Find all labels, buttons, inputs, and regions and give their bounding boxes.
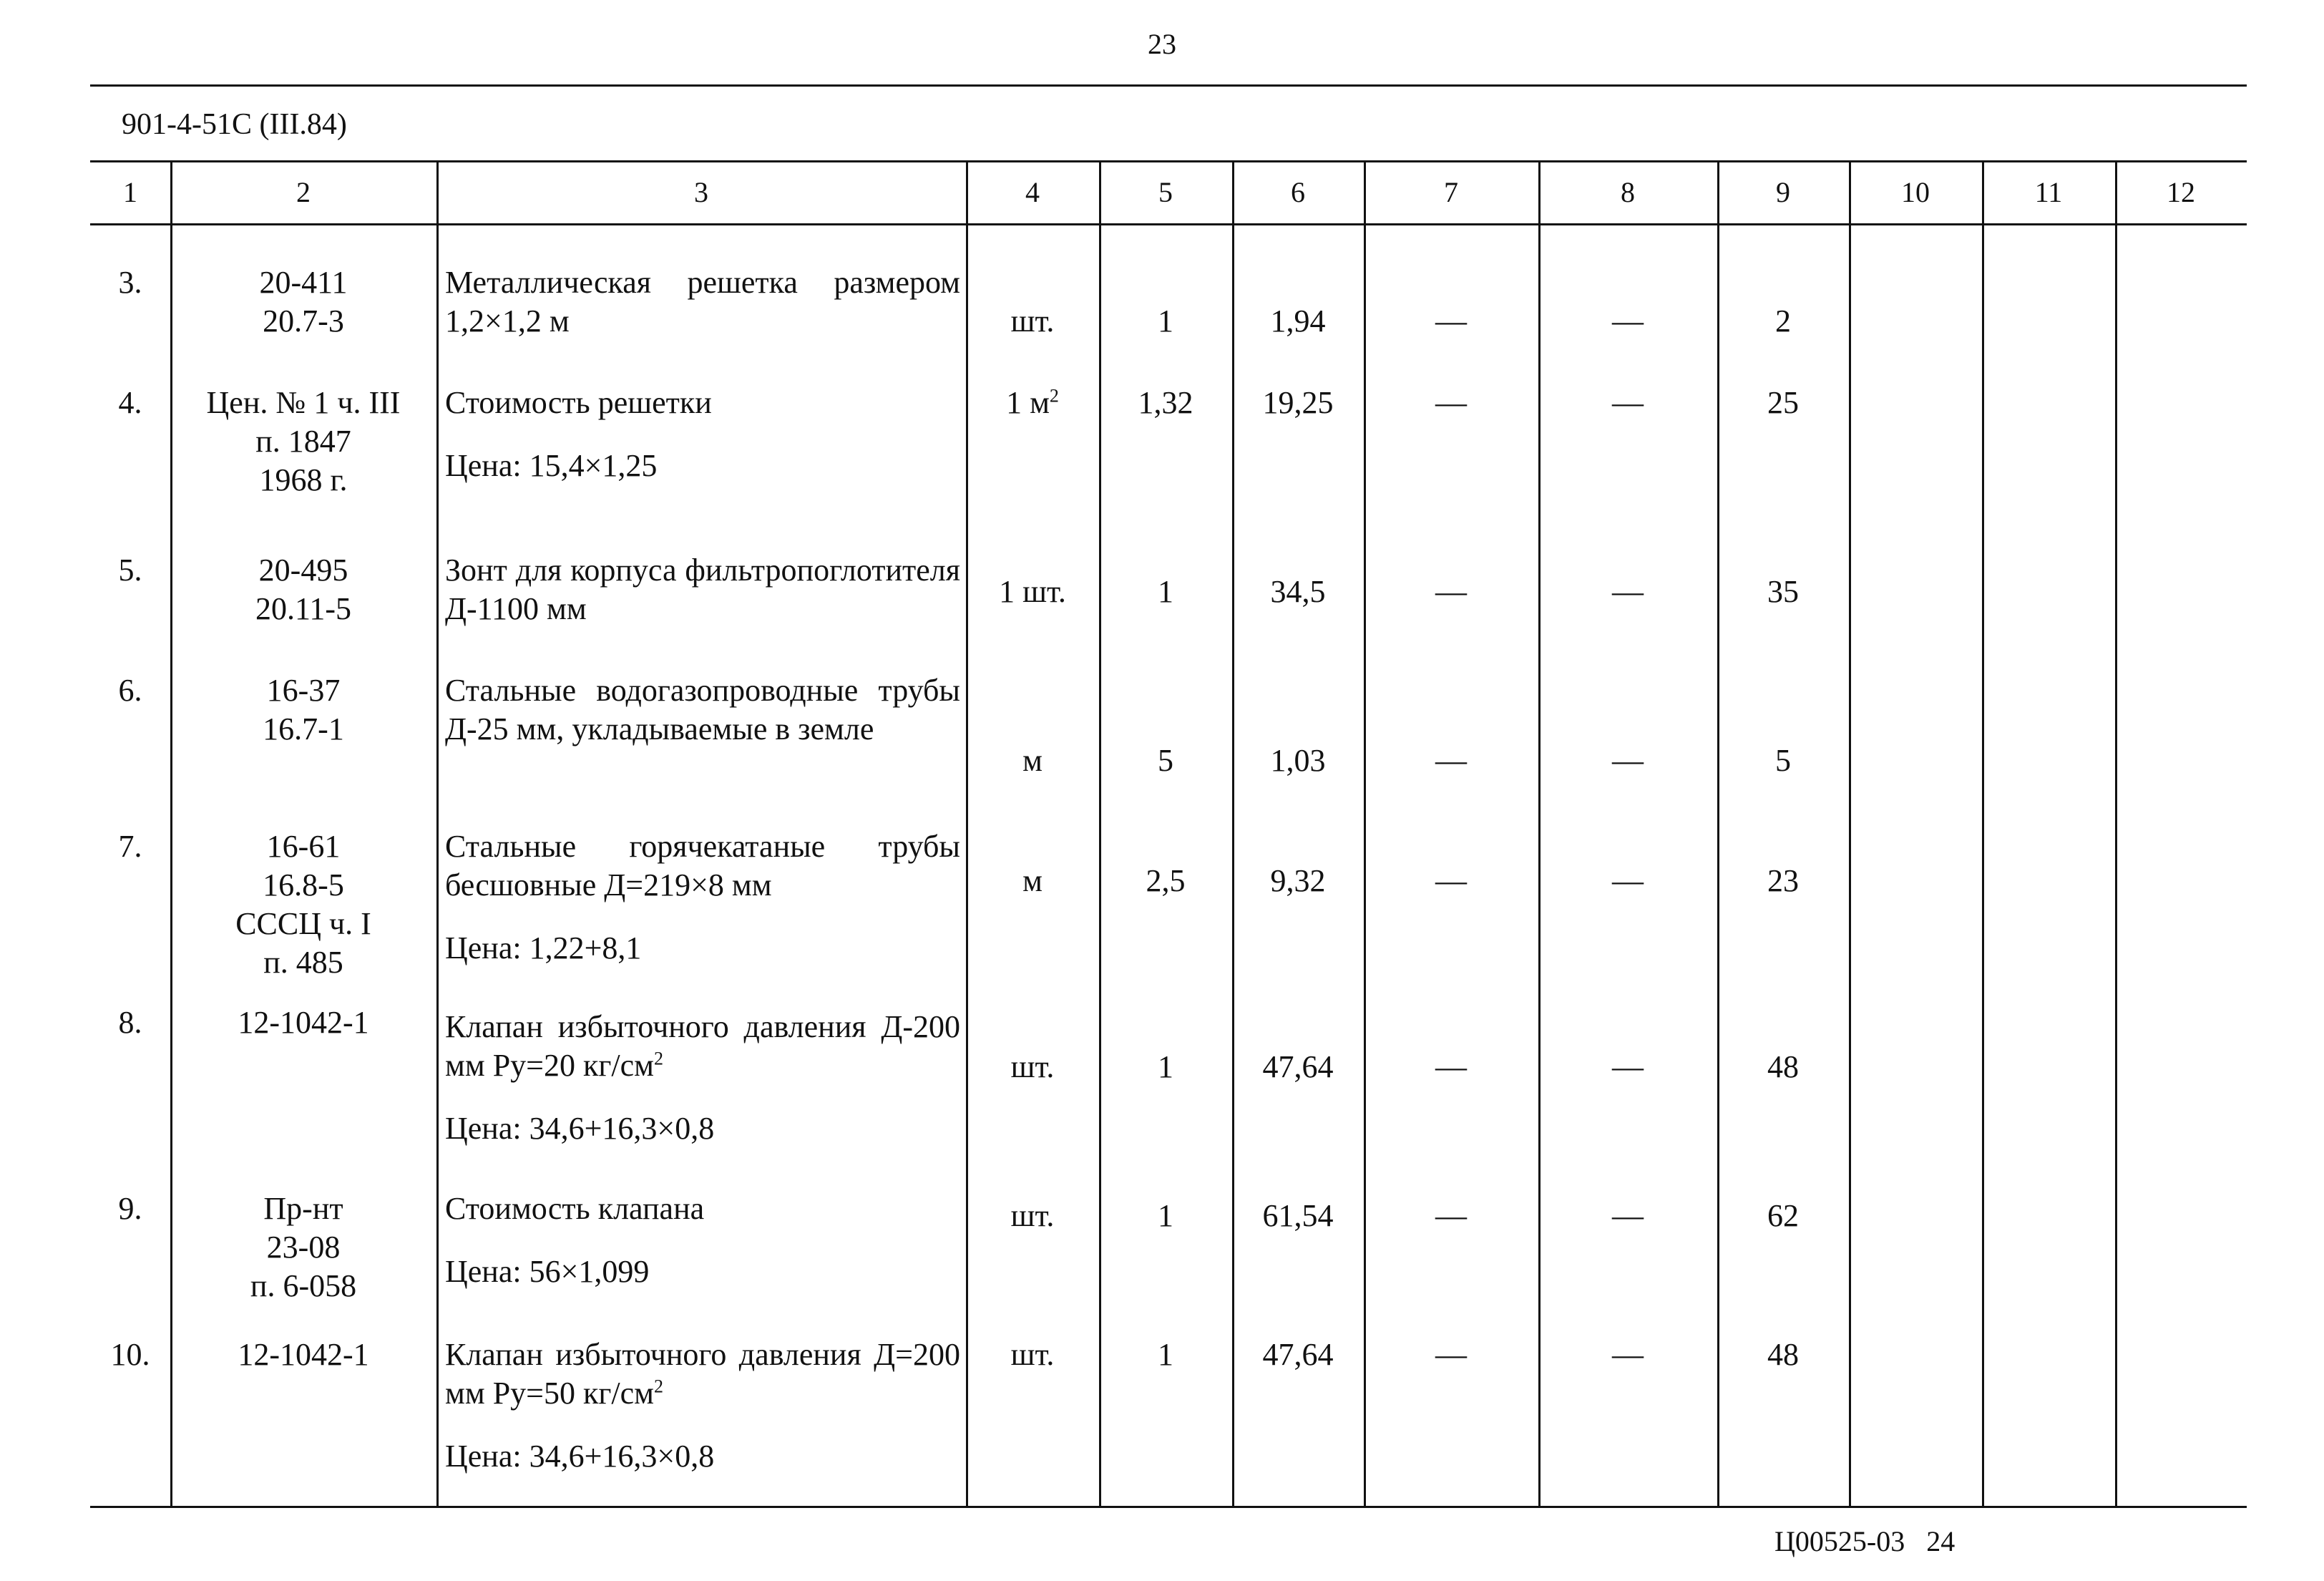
col-divider — [1099, 160, 1101, 1506]
norm-reference — [170, 263, 436, 341]
col7-value: — — [1435, 1337, 1467, 1372]
item-description — [445, 1190, 960, 1291]
reference-line: 12-1042-1 — [238, 1337, 369, 1372]
description-text: Зонт для корпуса фильтропоглотителя Д-1100 мм — [445, 553, 960, 626]
col8-value: — — [1612, 1198, 1644, 1233]
row-number: 9. — [118, 1191, 142, 1226]
item-description — [445, 671, 960, 749]
total-cost: 5 — [1775, 743, 1791, 778]
item-description — [445, 1336, 960, 1476]
row-number: 5. — [118, 553, 142, 588]
unit: м — [1022, 863, 1043, 898]
norm-reference — [170, 384, 436, 500]
column-header: 1 — [123, 176, 137, 208]
row-number: 4. — [118, 385, 142, 420]
page-number: 23 — [1148, 28, 1176, 60]
row-number: 8. — [118, 1005, 142, 1040]
col8-value: — — [1612, 574, 1644, 609]
col8-value: — — [1612, 1049, 1644, 1084]
unit-cost: 19,25 — [1262, 385, 1334, 420]
unit-cost: 34,5 — [1270, 574, 1326, 609]
unit: шт. — [1010, 1198, 1055, 1233]
unit-cost: 47,64 — [1262, 1049, 1334, 1084]
total-cost: 25 — [1767, 385, 1799, 420]
col-divider — [1982, 160, 1984, 1506]
table-header-border — [90, 223, 2247, 225]
description-text: Металлическая решетка размером 1,2×1,2 м — [445, 265, 960, 339]
col7-value: — — [1435, 1049, 1467, 1084]
table-top-border — [90, 160, 2247, 162]
unit-cost: 47,64 — [1262, 1337, 1334, 1372]
column-header: 4 — [1025, 176, 1040, 208]
unit: 1 шт. — [999, 574, 1066, 609]
item-description — [445, 827, 960, 968]
reference-line: Цен. № 1 ч. III — [206, 385, 401, 420]
quantity: 1 — [1158, 1049, 1173, 1084]
row-number: 6. — [118, 673, 142, 708]
norm-reference — [170, 671, 436, 749]
reference-line: 20-495 — [258, 553, 348, 588]
col8-value: — — [1612, 863, 1644, 898]
description-text: Клапан избыточного давления Д-200 мм Ру=20 кг/см — [445, 1009, 960, 1083]
col8-value: — — [1612, 743, 1644, 778]
price-formula: Цена: 56×1,099 — [445, 1254, 650, 1289]
price-formula: Цена: 34,6+16,3×0,8 — [445, 1439, 715, 1474]
col8-value: — — [1612, 1337, 1644, 1372]
unit: шт. — [1010, 303, 1055, 339]
item-description — [445, 1008, 960, 1148]
footer-page-number: 24 — [1926, 1525, 1956, 1557]
column-header: 7 — [1444, 176, 1458, 208]
reference-line: Пр-нт — [263, 1191, 343, 1226]
col7-value: — — [1435, 574, 1467, 609]
reference-line: СССЦ ч. I — [235, 906, 371, 941]
col7-value: — — [1435, 743, 1467, 778]
col-divider — [966, 160, 968, 1506]
description-text: Стоимость решетки — [445, 385, 712, 420]
reference-line: 1968 г. — [259, 462, 348, 497]
unit-cost: 1,03 — [1270, 743, 1326, 778]
row-number: 10. — [110, 1337, 150, 1372]
description-text: Стальные горячекатаные трубы бесшовные Д=219×8 мм — [445, 829, 960, 903]
footer-code — [1774, 1524, 1955, 1558]
description-text: Стальные водогазопроводные трубы Д-25 мм, укладываемые в земле — [445, 673, 960, 746]
reference-line: 20.7-3 — [263, 303, 344, 339]
item-description — [445, 263, 960, 341]
price-formula: Цена: 34,6+16,3×0,8 — [445, 1111, 715, 1146]
col7-value: — — [1435, 385, 1467, 420]
unit-exponent: 2 — [654, 1048, 663, 1069]
col8-value: — — [1612, 303, 1644, 339]
norm-reference — [170, 1336, 436, 1374]
col-divider — [1849, 160, 1851, 1506]
unit-cost: 9,32 — [1270, 863, 1326, 898]
col-divider — [1364, 160, 1366, 1506]
unit-exponent: 2 — [1049, 385, 1059, 407]
col-divider — [1232, 160, 1234, 1506]
norm-reference — [170, 551, 436, 628]
col-divider — [1717, 160, 1719, 1506]
norm-reference — [170, 1190, 436, 1305]
column-header: 2 — [296, 176, 311, 208]
item-description — [445, 384, 960, 485]
quantity: 2,5 — [1146, 863, 1186, 898]
quantity: 1 — [1158, 1198, 1173, 1233]
col7-value: — — [1435, 863, 1467, 898]
reference-line: 20.11-5 — [255, 591, 352, 626]
total-cost: 48 — [1767, 1049, 1799, 1084]
unit-cost: 61,54 — [1262, 1198, 1334, 1233]
price-formula: Цена: 15,4×1,25 — [445, 448, 658, 483]
unit: м — [1022, 743, 1043, 778]
row-number: 3. — [118, 265, 142, 300]
quantity: 5 — [1158, 743, 1173, 778]
column-header: 3 — [694, 176, 708, 208]
price-formula: Цена: 1,22+8,1 — [445, 930, 642, 965]
col8-value: — — [1612, 385, 1644, 420]
column-header: 10 — [1901, 176, 1930, 208]
unit-exponent: 2 — [654, 1376, 663, 1397]
reference-line: п. 6-058 — [250, 1268, 357, 1303]
table-bottom-border — [90, 1506, 2247, 1508]
unit: шт. — [1010, 1049, 1055, 1084]
norm-reference — [170, 827, 436, 982]
column-header: 6 — [1291, 176, 1305, 208]
norm-reference — [170, 1003, 436, 1042]
total-cost: 23 — [1767, 863, 1799, 898]
unit: шт. — [1010, 1337, 1055, 1372]
column-header: 11 — [2034, 176, 2063, 208]
description-text: Клапан избыточного давления Д=200 мм Ру=50 кг/см — [445, 1337, 960, 1411]
description-text: Стоимость клапана — [445, 1191, 705, 1226]
reference-line: п. 485 — [263, 945, 343, 980]
column-header: 5 — [1158, 176, 1173, 208]
quantity: 1,32 — [1138, 385, 1193, 420]
column-header: 9 — [1776, 176, 1790, 208]
unit-cost: 1,94 — [1270, 303, 1326, 339]
column-header: 12 — [2167, 176, 2195, 208]
reference-line: 16-61 — [266, 829, 341, 864]
total-cost: 2 — [1775, 303, 1791, 339]
total-cost: 62 — [1767, 1198, 1799, 1233]
quantity: 1 — [1158, 574, 1173, 609]
col-divider — [436, 160, 439, 1506]
reference-line: 16.8-5 — [263, 867, 344, 903]
reference-line: 16-37 — [266, 673, 341, 708]
reference-line: 16.7-1 — [263, 711, 344, 746]
reference-line: 20-411 — [259, 265, 348, 300]
col7-value: — — [1435, 303, 1467, 339]
reference-line: 12-1042-1 — [238, 1005, 369, 1040]
col7-value: — — [1435, 1198, 1467, 1233]
footer-doc-code: Ц00525-03 — [1774, 1525, 1905, 1557]
document-code: 901-4-51С (III.84) — [122, 108, 347, 141]
row-number: 7. — [118, 829, 142, 864]
quantity: 1 — [1158, 1337, 1173, 1372]
total-cost: 48 — [1767, 1337, 1799, 1372]
unit-text: 1 м — [1006, 385, 1050, 420]
quantity: 1 — [1158, 303, 1173, 339]
col-divider — [1538, 160, 1541, 1506]
col-divider — [2115, 160, 2117, 1506]
reference-line: 23-08 — [266, 1230, 341, 1265]
top-rule — [90, 84, 2247, 87]
reference-line: п. 1847 — [255, 424, 351, 459]
unit — [966, 384, 1099, 422]
total-cost: 35 — [1767, 574, 1799, 609]
item-description — [445, 551, 960, 628]
column-header: 8 — [1621, 176, 1635, 208]
